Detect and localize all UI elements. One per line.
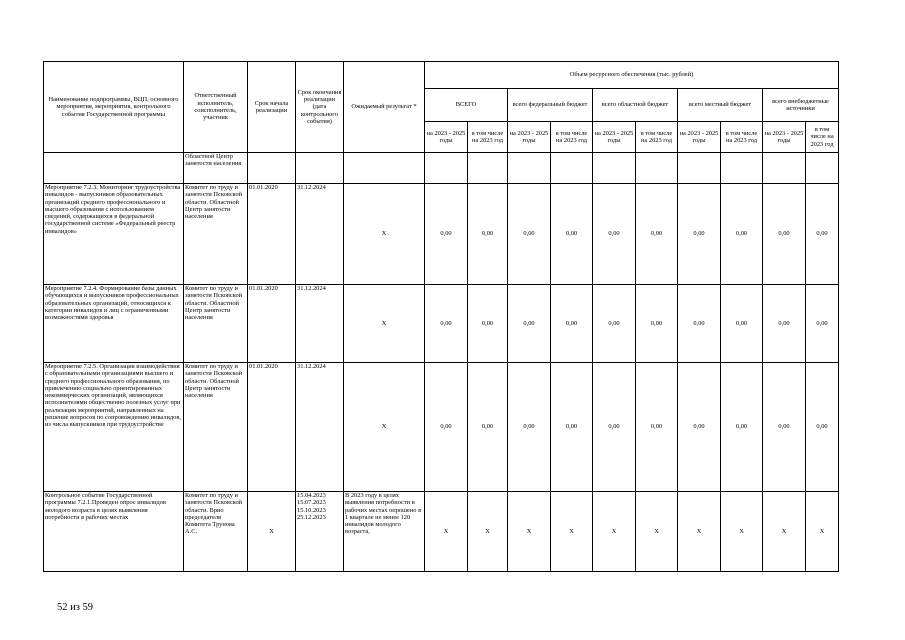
header-name: Наименование подпрограммы, ВЦП, основного мероприятия, мероприятия, контрольного события Государственной программы	[44, 62, 184, 153]
table-row	[44, 285, 839, 363]
row-value: X	[551, 492, 593, 572]
row-value: X	[678, 492, 721, 572]
header-start: Срок начала реализации	[248, 62, 296, 153]
header-subcol: на 2023 - 2025 годы	[508, 122, 551, 153]
row-value: 0,00	[425, 363, 468, 492]
row-value: 0,00	[806, 184, 839, 285]
row-value	[551, 153, 593, 184]
row-value: 0,00	[468, 363, 508, 492]
row-start: 01.01.2020	[248, 285, 296, 363]
row-value	[468, 153, 508, 184]
row-name: Мероприятие 7.2.3. Мониторинг трудоустройства инвалидов - выпускников образовательных организаций среднего профессионального и высшего образования с использованием сведений, содержащихся в федеральной государственной системе «Федеральный реестр инвалидов»	[44, 184, 184, 285]
table-row	[44, 153, 839, 184]
row-value: 0,00	[468, 285, 508, 363]
header-resources: Объем ресурсного обеспечения (тыс. рублей)	[425, 62, 839, 89]
row-value: X	[593, 492, 636, 572]
row-result: X	[344, 184, 425, 285]
row-value: 0,00	[551, 285, 593, 363]
row-start: 01.01.2020	[248, 184, 296, 285]
row-start	[248, 153, 296, 184]
row-result: В 2023 году в целях выявления потребности в рабочих местах опрошено в 1 квартале не менее 120 инвалидов молодого возраста,	[344, 492, 425, 572]
row-value: X	[763, 492, 806, 572]
row-value: 0,00	[593, 285, 636, 363]
row-value: 0,00	[678, 285, 721, 363]
row-value: X	[508, 492, 551, 572]
row-result: X	[344, 285, 425, 363]
row-value	[678, 153, 721, 184]
row-value	[425, 153, 468, 184]
row-name: Контрольное событие Государственной программы 7.2.1.Проведен опрос инвалидов молодого возраста в целях выявления потребности в рабочих местах	[44, 492, 184, 572]
row-value: 0,00	[763, 285, 806, 363]
header-group: всего федеральный бюджет	[508, 89, 593, 122]
row-end	[296, 153, 344, 184]
table-row	[44, 492, 839, 572]
header-subcol: на 2023 - 2025 годы	[593, 122, 636, 153]
header-subcol: на 2023 - 2025 годы	[763, 122, 806, 153]
row-value: 0,00	[508, 285, 551, 363]
header-group: всего местный бюджет	[678, 89, 763, 122]
row-executor: Областной Центр занятости населения	[184, 153, 248, 184]
row-value: 0,00	[425, 184, 468, 285]
row-value: 0,00	[636, 285, 678, 363]
row-executor: Комитет по труду и занятости Псковской области. Областной Центр занятости населения	[184, 184, 248, 285]
row-value: 0,00	[721, 285, 763, 363]
row-executor: Комитет по труду и занятости Псковской области. Областной Центр занятости населения	[184, 285, 248, 363]
row-value: X	[721, 492, 763, 572]
row-value: X	[468, 492, 508, 572]
row-name: Мероприятие 7.2.4. Формирование базы данных обучающихся и выпускников профессиональных образовательных организаций, относящихся к категории инвалидов и лиц с ограниченными возможностями здоровья	[44, 285, 184, 363]
header-group: всего областной бюджет	[593, 89, 678, 122]
row-end: 31.12.2024	[296, 363, 344, 492]
header-subcol: на 2023 - 2025 годы	[678, 122, 721, 153]
header-subcol: в том числе на 2023 год	[806, 122, 839, 153]
row-value: 0,00	[425, 285, 468, 363]
row-result	[344, 153, 425, 184]
row-value: 0,00	[636, 184, 678, 285]
row-value: 0,00	[508, 184, 551, 285]
row-value: 0,00	[763, 184, 806, 285]
row-start: 01.01.2020	[248, 363, 296, 492]
page-number: 52 из 59	[57, 602, 94, 613]
row-value: 0,00	[636, 363, 678, 492]
table-row	[44, 363, 839, 492]
header-subcol: в том числе на 2023 год	[721, 122, 763, 153]
row-executor: Комитет по труду и занятости Псковской области. Врио председателя Комитета Трунова А.С.	[184, 492, 248, 572]
row-value: 0,00	[721, 363, 763, 492]
row-end: 31.12.2024	[296, 184, 344, 285]
row-name: Мероприятие 7.2.5. Организация взаимодействия с образовательными организациями высшего и среднего профессионального образования, по привлечению социально ориентированных некоммерческих организаций, являющихся исполнителями общественно полезных услуг при реализации мероприятий, направленных на решение вопросов по сопровождению инвалидов, из числа выпускников при трудоустройстве	[44, 363, 184, 492]
row-value: X	[425, 492, 468, 572]
row-value: 0,00	[508, 363, 551, 492]
row-value	[593, 153, 636, 184]
row-value: X	[806, 492, 839, 572]
row-value: 0,00	[593, 363, 636, 492]
header-executor: Ответственный исполнитель, соисполнитель, участник	[184, 62, 248, 153]
row-value	[636, 153, 678, 184]
header-subcol: в том числе на 2023 год	[636, 122, 678, 153]
row-result: X	[344, 363, 425, 492]
row-start: X	[248, 492, 296, 572]
program-table	[43, 61, 839, 572]
header-subcol: в том числе на 2023 год	[551, 122, 593, 153]
row-value: 0,00	[551, 363, 593, 492]
row-value: X	[636, 492, 678, 572]
row-value	[508, 153, 551, 184]
table-row	[44, 184, 839, 285]
row-value: 0,00	[593, 184, 636, 285]
row-value: 0,00	[721, 184, 763, 285]
row-value: 0,00	[678, 184, 721, 285]
header-end: Срок окончания реализации (дата контрольного события)	[296, 62, 344, 153]
row-value: 0,00	[678, 363, 721, 492]
header-subcol: на 2023 - 2025 годы	[425, 122, 468, 153]
header-group: всего внебюджетные источники	[763, 89, 839, 122]
header-subcol: в том числе на 2023 год	[468, 122, 508, 153]
row-value	[763, 153, 806, 184]
row-value: 0,00	[763, 363, 806, 492]
row-value: 0,00	[806, 285, 839, 363]
row-end: 31.12.2024	[296, 285, 344, 363]
row-executor: Комитет по труду и занятости Псковской области. Областной Центр занятости населения	[184, 363, 248, 492]
row-name	[44, 153, 184, 184]
row-value: 0,00	[806, 363, 839, 492]
row-end: 15.04.2023 15.07.2023 15.10.2023 25.12.2023	[296, 492, 344, 572]
row-value: 0,00	[468, 184, 508, 285]
header-group: ВСЕГО	[425, 89, 508, 122]
header-result: Ожидаемый результат *	[344, 62, 425, 153]
row-value	[806, 153, 839, 184]
row-value	[721, 153, 763, 184]
row-value: 0,00	[551, 184, 593, 285]
